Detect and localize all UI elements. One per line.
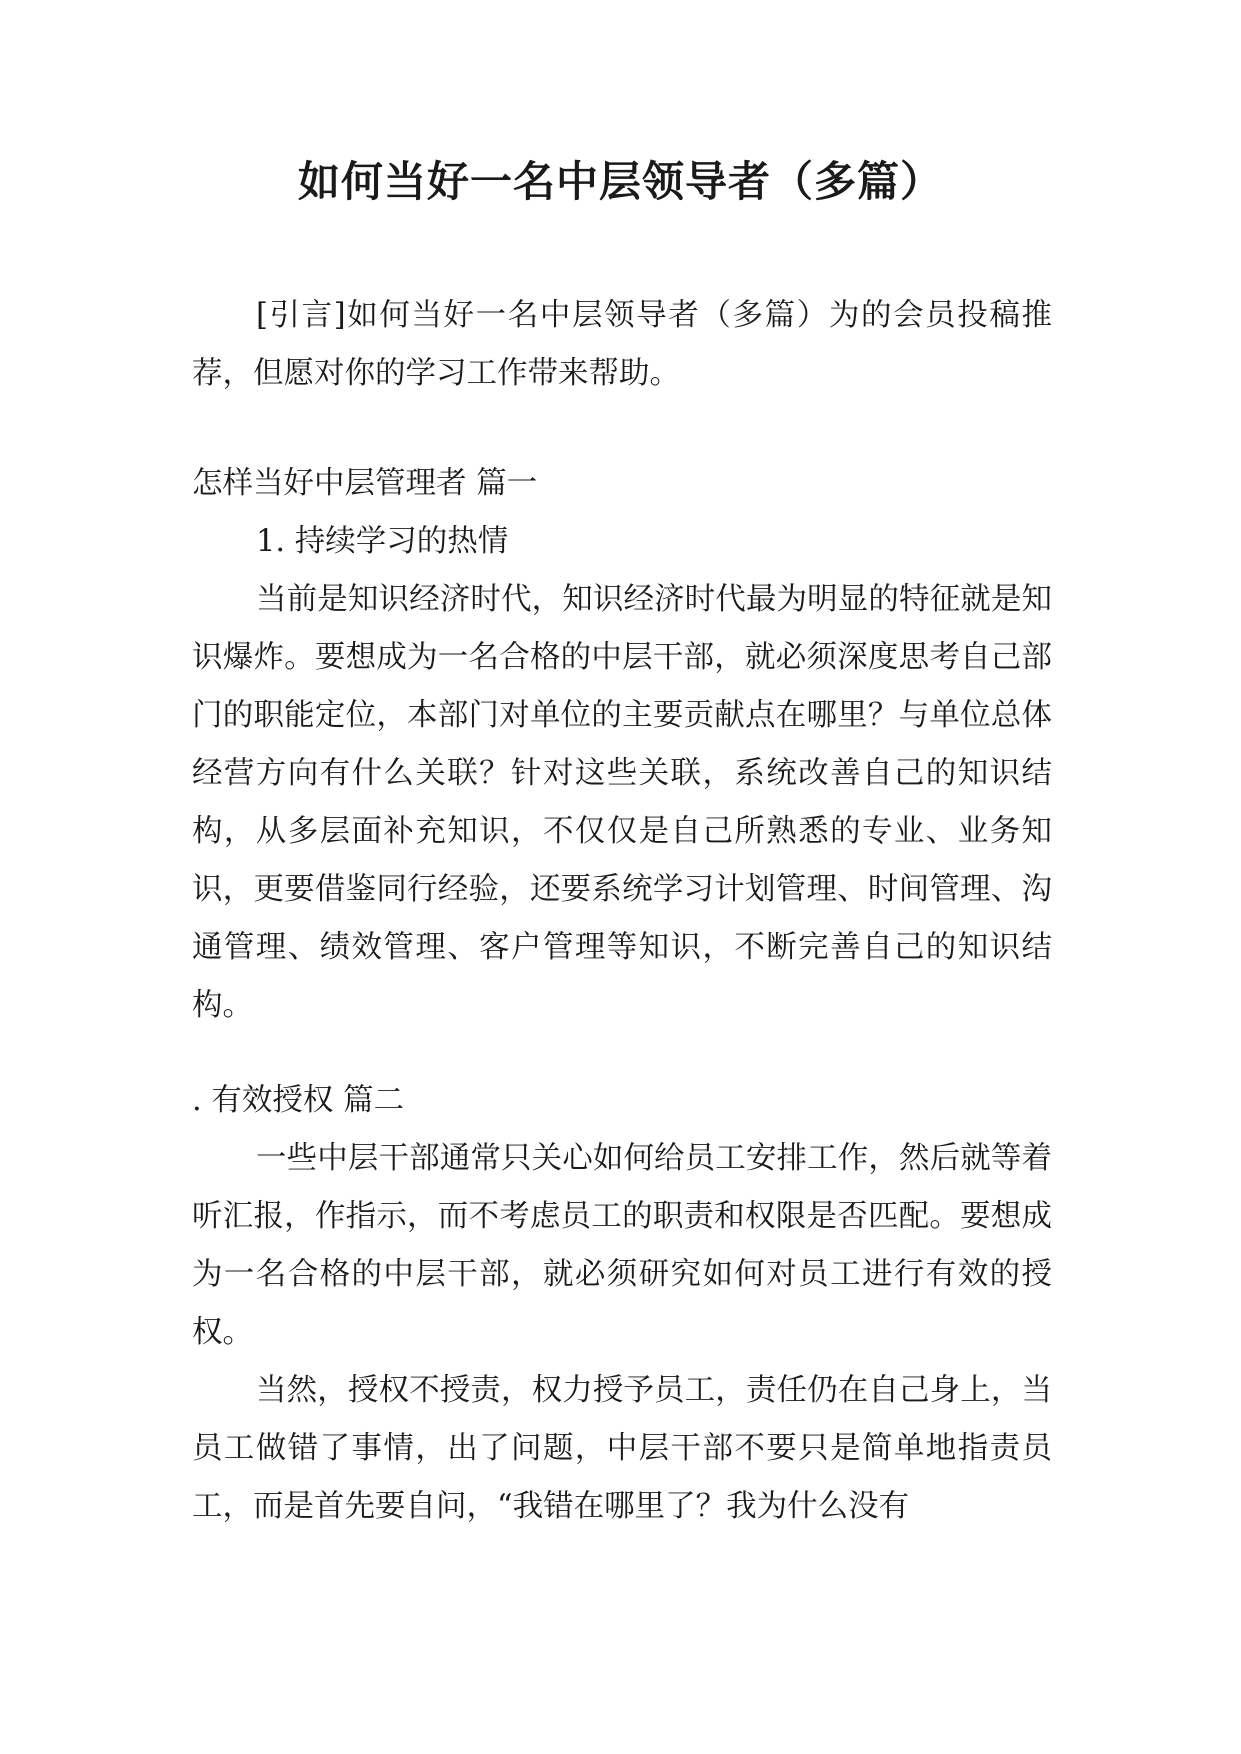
intro-paragraph: [引言]如何当好一名中层领导者（多篇）为的会员投稿推荐，但愿对你的学习工作带来帮助。 <box>192 298 1052 391</box>
section-1-heading: 怎样当好中层管理者 篇一 <box>192 466 538 501</box>
section-2-heading: . 有效授权 篇二 <box>192 1083 405 1118</box>
section-2-paragraph-2: 当然，授权不授责，权力授予员工，责任仍在自己身上，当员工做错了事情，出了问题，中层干部不要只是简单地指责员工，而是首先要自问，“我错在哪里了？我为什么没有 <box>192 1373 1052 1524</box>
document-title: 如何当好一名中层领导者（多篇） <box>297 157 943 206</box>
section-1-item-heading: 1. 持续学习的热情 <box>256 524 509 559</box>
section-1-paragraph: 当前是知识经济时代，知识经济时代最为明显的特征就是知识爆炸。要想成为一名合格的中层干部，就必须深度思考自己部门的职能定位，本部门对单位的主要贡献点在哪里？与单位总体经营方向有什么关联？针对这些关联，系统改善自己的知识结构，从多层面补充知识，不仅仅是自己所熟悉的专业、业务知识，更要借鉴同行经验，还要系统学习计划管理、时间管理、沟通管理、绩效管理、客户管理等知识，不断完善自己的知识结构。 <box>192 582 1052 1023</box>
section-2-paragraph-1: 一些中层干部通常只关心如何给员工安排工作，然后就等着听汇报，作指示，而不考虑员工的职责和权限是否匹配。要想成为一名合格的中层干部，就必须研究如何对员工进行有效的授权。 <box>192 1141 1052 1350</box>
